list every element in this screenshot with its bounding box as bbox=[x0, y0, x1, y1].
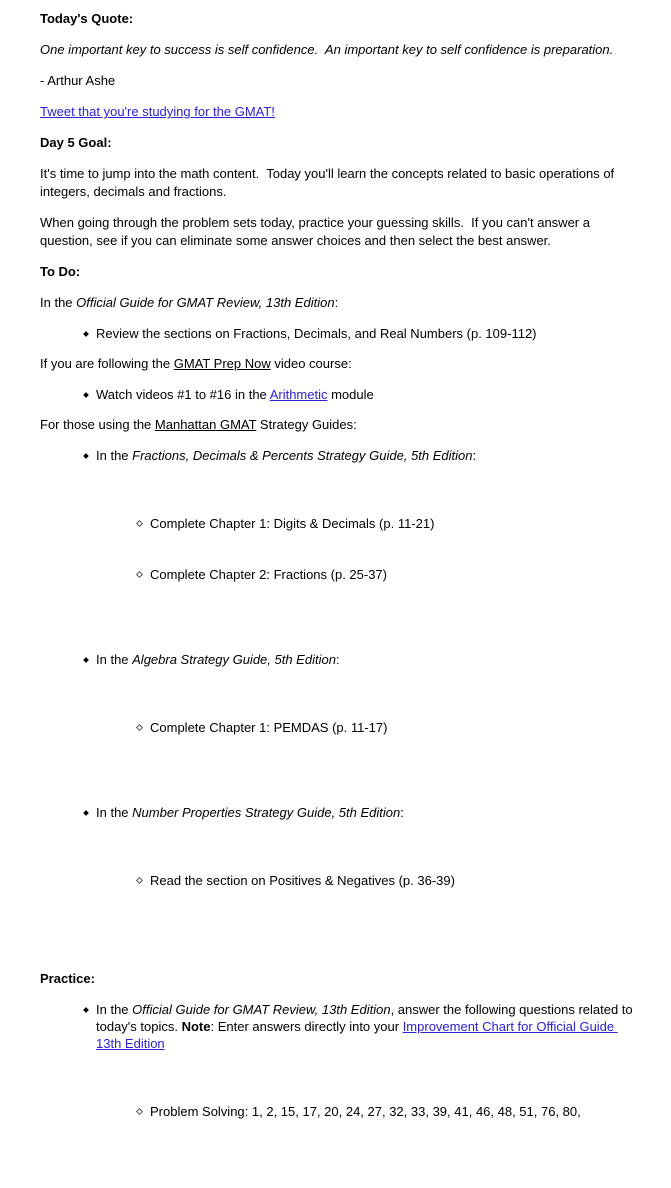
gmat-prep-now-list bbox=[40, 386, 635, 403]
mgmat-np-sublist bbox=[96, 838, 635, 923]
mgmat-np-prefix: In the bbox=[96, 805, 133, 820]
practice-heading: Practice: bbox=[40, 971, 95, 986]
mgmat-item-fdp bbox=[96, 447, 635, 651]
mgmat-item-algebra bbox=[96, 651, 635, 804]
practice-item bbox=[96, 1001, 635, 1188]
improvement-chart-link[interactable]: Improvement Chart for Official Guide 13th Edition bbox=[96, 1019, 618, 1051]
practice-after-note: : Enter answers directly into your bbox=[210, 1019, 403, 1034]
gmat-prep-now-label: GMAT Prep Now bbox=[173, 356, 271, 371]
todo-heading: To Do: bbox=[40, 264, 81, 279]
gpn-intro-suffix: video course: bbox=[270, 356, 352, 371]
mgmat-fdp-sub-1: Complete Chapter 1: Digits & Decimals (p. 11-21) bbox=[150, 515, 635, 532]
tweet-link[interactable]: Tweet that you're studying for the GMAT! bbox=[40, 104, 275, 119]
mgmat-fdp-sublist bbox=[96, 481, 635, 617]
mgmat-algebra-sublist bbox=[96, 685, 635, 770]
todays-quote-heading: Today's Quote: bbox=[40, 11, 134, 26]
practice-note-label: Note bbox=[181, 1019, 211, 1034]
watch-videos-item bbox=[96, 386, 635, 403]
watch-videos-suffix: module bbox=[327, 387, 374, 402]
og-intro-suffix: : bbox=[334, 295, 339, 310]
mgmat-intro-suffix: Strategy Guides: bbox=[256, 417, 357, 432]
mgmat-np-title: Number Properties Strategy Guide, 5th Edition bbox=[132, 805, 401, 820]
tweet-link-line bbox=[40, 103, 635, 121]
official-guide-intro bbox=[40, 294, 635, 312]
manhattan-intro bbox=[40, 416, 635, 434]
mgmat-fdp-suffix: : bbox=[472, 448, 477, 463]
og-book-title: Official Guide for GMAT Review, 13th Edition bbox=[76, 295, 335, 310]
mgmat-item-number-props bbox=[96, 804, 635, 957]
mgmat-intro-prefix: For those using the bbox=[40, 417, 155, 432]
practice-prefix: In the bbox=[96, 1002, 133, 1017]
og-intro-prefix: In the bbox=[40, 295, 77, 310]
arithmetic-link[interactable]: Arithmetic bbox=[269, 387, 328, 402]
mgmat-np-suffix: : bbox=[400, 805, 404, 820]
mgmat-algebra-suffix: : bbox=[335, 652, 340, 667]
mgmat-fdp-title: Fractions, Decimals & Percents Strategy Guide, 5th Edition bbox=[132, 448, 473, 463]
practice-list bbox=[40, 1001, 635, 1188]
mgmat-algebra-prefix: In the bbox=[96, 652, 133, 667]
gpn-intro-prefix: If you are following the bbox=[40, 356, 174, 371]
day5-goal-heading: Day 5 Goal: bbox=[40, 135, 112, 150]
guessing-paragraph: When going through the problem sets today, practice your guessing skills. If you can't answer a question, see if you can eliminate some answer choices and then select the best answer. bbox=[40, 215, 594, 248]
practice-book-title: Official Guide for GMAT Review, 13th Edition bbox=[132, 1002, 391, 1017]
goal-paragraph: It's time to jump into the math content. Today you'll learn the concepts related to basic operations of integers, decimals and fractions. bbox=[40, 166, 618, 199]
mgmat-fdp-sub-2: Complete Chapter 2: Fractions (p. 25-37) bbox=[150, 566, 635, 583]
og-review-item: Review the sections on Fractions, Decimals, and Real Numbers (p. 109-112) bbox=[96, 325, 635, 342]
gmat-prep-now-intro bbox=[40, 355, 635, 373]
official-guide-list bbox=[40, 325, 635, 342]
quote-attribution: - Arthur Ashe bbox=[40, 73, 116, 88]
problem-solving-item: Problem Solving: 1, 2, 15, 17, 20, 24, 27, 32, 33, 39, 41, 46, 48, 51, 76, 80, bbox=[150, 1103, 635, 1120]
mgmat-algebra-sub-1: Complete Chapter 1: PEMDAS (p. 11-17) bbox=[150, 719, 635, 736]
manhattan-gmat-label: Manhattan GMAT bbox=[154, 417, 257, 432]
practice-sublist bbox=[96, 1069, 635, 1154]
quote-text: One important key to success is self confidence. An important key to self confidence is preparation. bbox=[40, 42, 614, 57]
mgmat-np-sub-1: Read the section on Positives & Negatives (p. 36-39) bbox=[150, 872, 635, 889]
practice-middle: , answer the following questions related to today's topics. bbox=[96, 1002, 637, 1034]
manhattan-list bbox=[40, 447, 635, 957]
watch-videos-prefix: Watch videos #1 to #16 in the bbox=[96, 387, 270, 402]
mgmat-algebra-title: Algebra Strategy Guide, 5th Edition bbox=[132, 652, 336, 667]
mgmat-fdp-prefix: In the bbox=[96, 448, 133, 463]
